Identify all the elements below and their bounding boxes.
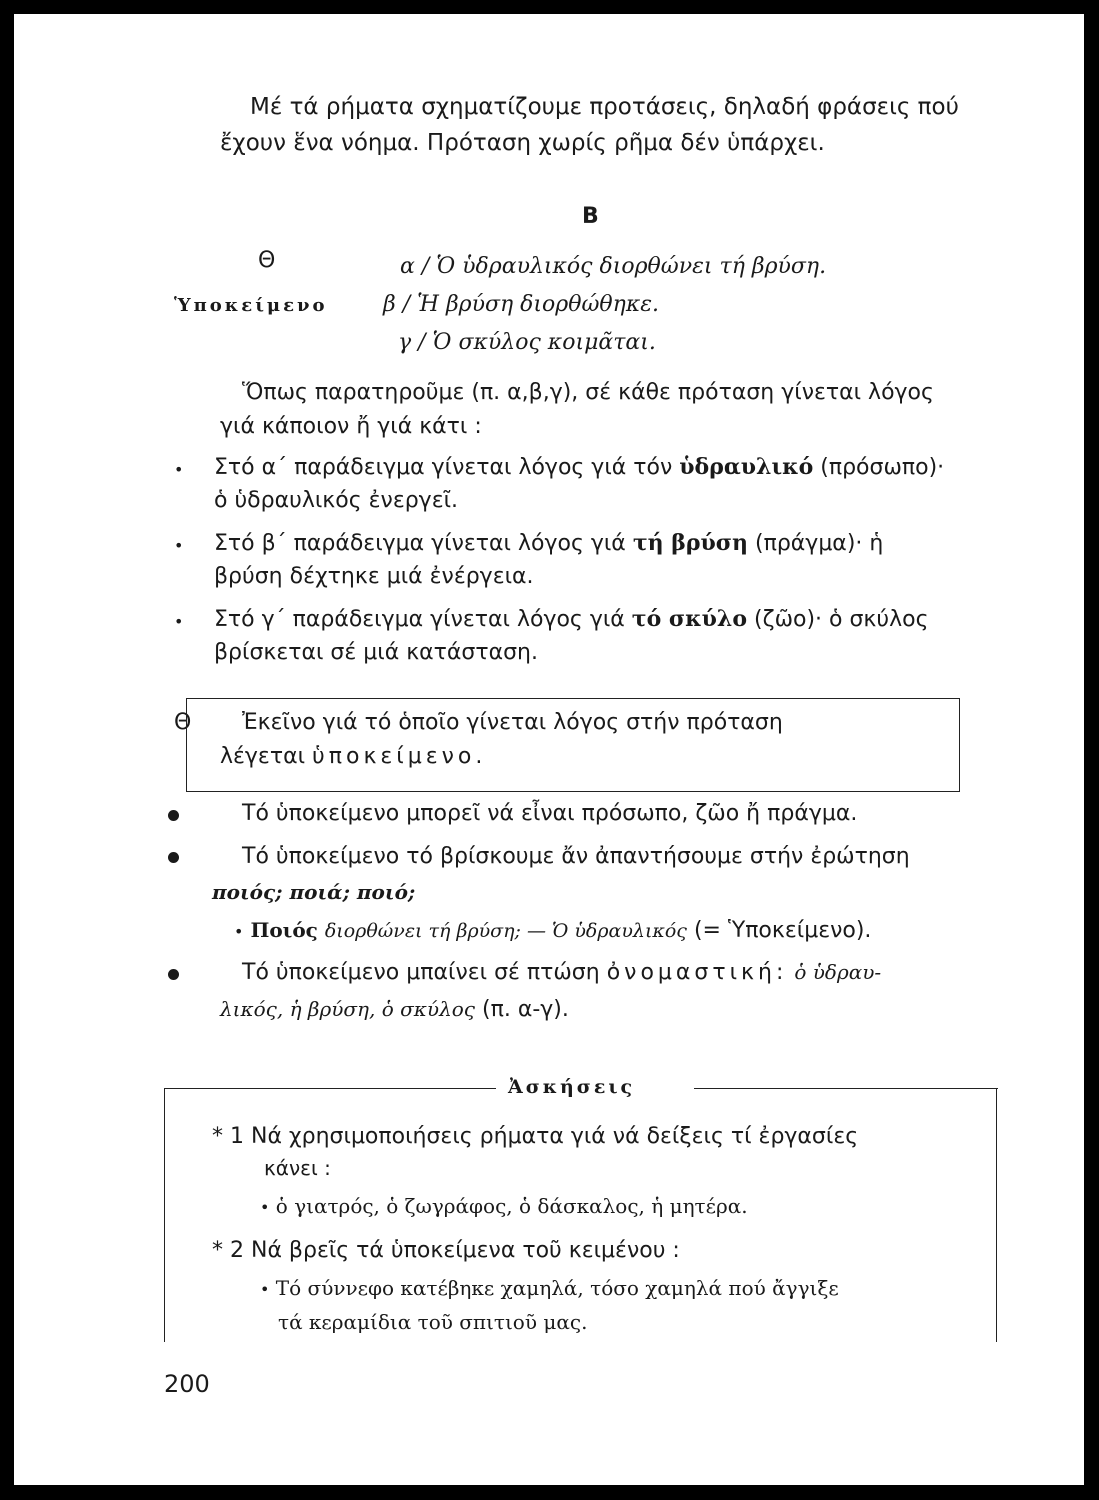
exercises-title: Ἀσκήσεις: [508, 1076, 636, 1098]
rule-3-line-1: Τό ὑποκείμενο μπαίνει σέ πτώση ὀνομαστική: ὁ ὑδραυ-: [242, 960, 882, 985]
point-c-line-1: Στό γ΄ παράδειγμα γίνεται λόγος γιά τό σκύλο (ζῶο)· ὁ σκύλος: [214, 606, 929, 632]
definition-mark: Θ: [174, 710, 192, 735]
point-b-line-2: βρύση δέχτηκε μιά ἐνέργεια.: [214, 564, 534, 589]
exercises-rule-left: [164, 1088, 496, 1089]
bullet-point-c: •: [174, 612, 184, 631]
example-a: α / Ὁ ὑδραυλικός διορθώνει τή βρύση.: [400, 254, 827, 279]
rule-3-bullet-icon: [168, 969, 179, 980]
bullet-point-b: •: [174, 536, 184, 555]
rule-2-line-1: Τό ὑποκείμενο τό βρίσκουμε ἄν ἀπαντήσουμε στήν ἐρώτηση: [242, 844, 910, 869]
section-letter: Β: [582, 204, 599, 229]
rule-1-bullet-icon: [168, 810, 179, 821]
definition-line-2: λέγεται ὑποκείμενο.: [220, 744, 487, 769]
point-b-line-1: Στό β΄ παράδειγμα γίνεται λόγος γιά τή βρύση (πράγμα)· ἡ: [214, 530, 884, 556]
point-a-line-1: Στό α΄ παράδειγμα γίνεται λόγος γιά τόν ὑδραυλικό (πρόσωπο)·: [214, 454, 945, 480]
example-c: γ / Ὁ σκύλος κοιμᾶται.: [398, 330, 656, 355]
book-page: [14, 14, 1084, 1485]
rule-1: Τό ὑποκείμενο μπορεῖ νά εἶναι πρόσωπο, ζῶο ἤ πράγμα.: [242, 801, 858, 826]
definition-line-1: Ἐκεῖνο γιά τό ὁποῖο γίνεται λόγος στήν πρόταση: [242, 710, 783, 735]
observation-line-2: γιά κάποιον ἤ γιά κάτι :: [220, 414, 482, 439]
rule-2-example: • Ποιός διορθώνει τή βρύση; — Ὁ ὑδραυλικός (= Ὑποκείμενο).: [234, 918, 872, 943]
intro-line-1: Μέ τά ρήματα σχηματίζουμε προτάσεις, δηλαδή φράσεις πού: [250, 94, 959, 120]
side-label-subject: Ὑποκείμενο: [174, 295, 328, 316]
point-a-line-2: ὁ ὑδραυλικός ἐνεργεῖ.: [214, 488, 459, 513]
point-c-line-2: βρίσκεται σέ μιά κατάσταση.: [214, 640, 538, 665]
rule-2-bullet-icon: [168, 852, 179, 863]
intro-line-2: ἔχουν ἕνα νόημα. Πρόταση χωρίς ρῆμα δέν ὑπάρχει.: [220, 130, 825, 156]
exercise-1-item: • ὁ γιατρός, ὁ ζωγράφος, ὁ δάσκαλος, ἡ μητέρα.: [260, 1194, 748, 1218]
exercise-2-line-1: * 2 Νά βρεῖς τά ὑποκείμενα τοῦ κειμένου :: [212, 1238, 680, 1263]
rule-3-line-2: λικός, ἡ βρύση, ὁ σκύλος (π. α-γ).: [220, 997, 569, 1022]
page-number: 200: [164, 1370, 210, 1398]
exercises-frame-left: [164, 1088, 165, 1342]
exercises-frame-right: [996, 1088, 997, 1342]
exercise-1-line-2: κάνει :: [264, 1156, 331, 1180]
exercise-2-item-line-1: • Τό σύννεφο κατέβηκε χαμηλά, τόσο χαμηλά πού ἄγγιξε: [260, 1276, 839, 1300]
rule-2-line-2: ποιός; ποιά; ποιό;: [212, 880, 416, 904]
observation-line-1: Ὅπως παρατηροῦμε (π. α,β,γ), σέ κάθε πρόταση γίνεται λόγος: [242, 380, 934, 405]
bullet-point-a: •: [174, 460, 184, 479]
exercise-2-item-line-2: τά κεραμίδια τοῦ σπιτιοῦ μας.: [278, 1310, 588, 1334]
example-b: β / Ἡ βρύση διορθώθηκε.: [383, 292, 660, 317]
exercise-1-line-1: * 1 Νά χρησιμοποιήσεις ρήματα γιά νά δείξεις τί ἐργασίες: [212, 1124, 859, 1149]
theory-mark: Θ: [258, 248, 276, 273]
exercises-rule-right: [694, 1088, 998, 1089]
